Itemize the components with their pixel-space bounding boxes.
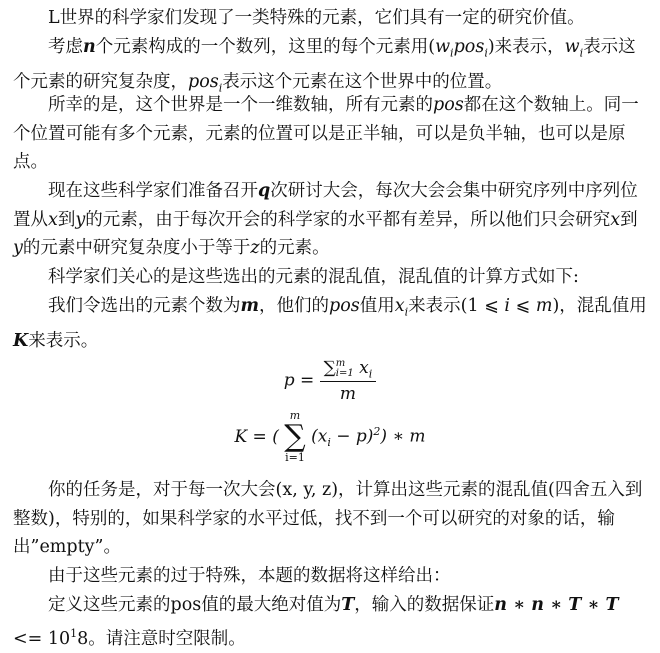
paragraph-constraints — [13, 591, 647, 653]
text: 8。请注意时空限制。 — [77, 628, 246, 649]
text: 科学家们关心的是这些选出的元素的混乱值，混乱值的计算方式如下: — [48, 267, 579, 287]
paragraph-data-format — [13, 562, 647, 591]
var-w: w — [435, 37, 451, 57]
var-K: K — [13, 331, 29, 351]
text: 表示这个元素的研究复杂度， — [13, 37, 636, 92]
fraction — [320, 358, 377, 404]
text: (x — [311, 426, 328, 447]
text: ) ∗ m — [380, 426, 426, 447]
text: 的元素。 — [259, 238, 330, 258]
sub-i: i — [450, 46, 454, 60]
formula-body — [311, 425, 425, 449]
text: 到 — [620, 209, 638, 230]
text: ，他们的 — [259, 296, 330, 316]
formula-p — [0, 358, 660, 404]
var-x: x — [394, 296, 405, 316]
text: )来表示， — [487, 37, 565, 57]
sub-i: i — [218, 81, 223, 95]
paragraph-intro — [13, 4, 647, 33]
sum-symbol: ∑ — [323, 358, 336, 378]
text: 现在这些科学家们准备召开 — [48, 181, 258, 201]
text: 你的任务是，对于每一次大会(x, y, z)，计算出这些元素的混乱值(四舍五入到整数)，特别的，如果科学家的水平过低，找不到一个可以研究的对象的话，输出”empty”。 — [13, 480, 643, 557]
text: 个元素构成的一个数列，这里的每个元素用( — [95, 37, 436, 57]
text: 值用 — [359, 296, 395, 316]
var-pos: pos — [188, 72, 219, 92]
text: 表示这个元素在这个世界中的位置。 — [222, 72, 503, 92]
text: 次研讨大会，每次大会会集中研究序列中序列位置从 — [13, 181, 638, 230]
text: L世界的科学家们发现了一类特殊的元素，它们具有一定的研究价值。 — [48, 8, 585, 28]
text: 我们令选出的元素个数为 — [48, 296, 241, 316]
var-pos: pos — [329, 296, 360, 316]
text: 都在这个数轴上。同一个位置可能有多个元素，元素的位置可以是正半轴，可以是负半轴，也可以是原点。 — [13, 95, 639, 172]
paragraph-axis — [13, 91, 647, 177]
paragraph-task — [13, 476, 647, 562]
var-x: x — [48, 209, 58, 230]
sub-i: i — [327, 436, 331, 450]
sup-2: 2 — [373, 424, 381, 438]
text: ⩽ — [510, 296, 536, 316]
var-pos: pos — [453, 37, 485, 57]
text: − p) — [330, 426, 374, 447]
var-w: w — [564, 37, 580, 57]
text: 来表示(1 ⩽ — [408, 296, 505, 316]
text: 的元素，由于每次开会的科学家的水平都有差异，所以他们只会研究 — [85, 209, 611, 230]
text: 考虑 — [48, 37, 83, 57]
text: 由于这些元素的过于特殊，本题的数据将这样给出： — [48, 566, 451, 586]
var-pos: pos — [433, 95, 464, 115]
paragraph-notation — [13, 292, 647, 356]
var-x: x — [359, 358, 369, 378]
var-z: z — [250, 238, 260, 258]
var-T: T — [341, 595, 355, 615]
text: 的元素中研究复杂度小于等于 — [22, 238, 251, 258]
sum-symbol: ∑ — [284, 419, 306, 454]
paragraph-queries — [13, 177, 647, 263]
formula-k — [0, 410, 660, 466]
var-y: y — [75, 209, 86, 230]
sum-lower: i=1 — [335, 367, 354, 379]
text: )，混乱值用 — [552, 296, 647, 316]
text: 定义这些元素的pos值的最大绝对值为 — [48, 595, 342, 615]
text: ，输入的数据保证 — [354, 595, 495, 615]
text: 来表示。 — [28, 331, 99, 351]
text: 到 — [57, 209, 76, 230]
text: <= 10 — [13, 628, 71, 649]
sub-i: i — [368, 367, 373, 381]
sum-upper: m — [289, 409, 301, 422]
sum-upper: m — [335, 357, 346, 369]
sub-i: i — [579, 46, 584, 60]
paragraph-chaos — [13, 263, 647, 292]
var-m: m — [240, 296, 260, 316]
sup-1: 1 — [70, 626, 78, 640]
constraint-expression: n ∗ n ∗ T ∗ T — [494, 595, 619, 615]
var-m: m — [535, 296, 553, 316]
formula-lhs: p = — [283, 370, 315, 391]
var-q: q — [258, 181, 271, 201]
sum-lower: i=1 — [285, 451, 305, 464]
sub-i: i — [484, 46, 488, 60]
text: 所幸的是，这个世界是一个一维数轴，所有元素的 — [48, 95, 433, 115]
fraction-numerator — [320, 358, 377, 382]
var-x: x — [610, 209, 621, 230]
formula-lhs: K = ( — [234, 427, 279, 447]
var-y: y — [13, 238, 23, 258]
var-i: i — [504, 296, 511, 316]
sub-i: i — [404, 305, 409, 319]
sum-operator — [284, 410, 305, 464]
var-n: n — [83, 37, 96, 57]
fraction-denominator: m — [339, 384, 357, 405]
